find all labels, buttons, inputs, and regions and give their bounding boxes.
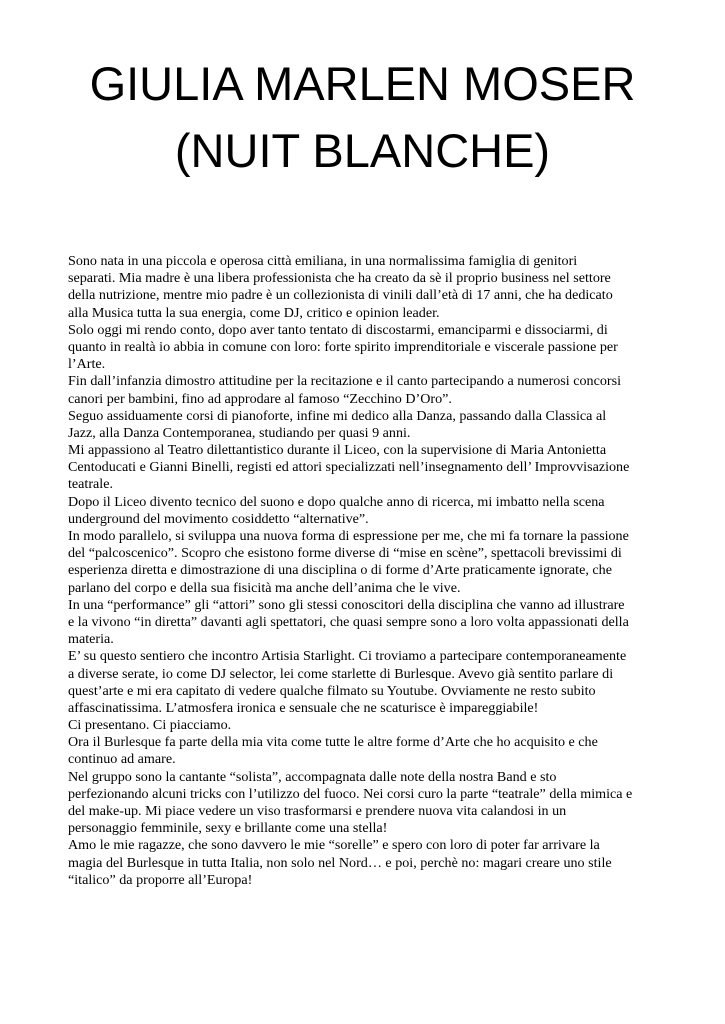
text-line: Solo oggi mi rendo conto, dopo aver tanto tentato di discostarmi, emanciparmi e dissociarmi, di — [68, 321, 608, 338]
text-line: esperienza diretta e dimostrazione di una disciplina o di forme d’Arte praticamente ignorate, che — [68, 562, 612, 579]
text-line: Centoducati e Gianni Binelli, registi ed attori specializzati nell’insegnamento dell’ Improvvisazione — [68, 459, 630, 476]
text-line: Sono nata in una piccola e operosa città emiliana, in una normalissima famiglia di genitori — [68, 253, 578, 269]
text-line: continuo ad amare. — [68, 751, 176, 768]
text-line: materia. — [68, 631, 114, 648]
text-line: personaggio femminile, sexy e brillante come una stella! — [68, 820, 388, 837]
text-line: separati. Mia madre è una libera professionista che ha creato da sè il proprio business nel settore — [68, 270, 611, 287]
text-line: Amo le mie ragazze, che sono davvero le mie “sorelle” e spero con loro di poter far arrivare la — [68, 837, 600, 854]
text-line: E’ su questo sentiero che incontro Artisia Starlight. Ci troviamo a partecipare contemporaneamente — [68, 648, 627, 665]
text-line: In una “performance” gli “attori” sono gli stessi conoscitori della disciplina che vanno ad illustrare — [68, 596, 625, 613]
text-line: In modo parallelo, si sviluppa una nuova forma di espressione per me, che mi fa tornare la passione — [68, 528, 629, 544]
text-line: Seguo assiduamente corsi di pianoforte, infine mi dedico alla Danza, passando dalla Classica al — [68, 407, 607, 424]
text-line: “italico” da proporre all’Europa! — [68, 871, 253, 888]
text-line: teatrale. — [68, 476, 113, 493]
text-line: della nutrizione, mentre mio padre è un collezionista di vinili dall’età di 17 anni, che ha dedicato — [68, 287, 613, 304]
text-line: magia del Burlesque in tutta Italia, non solo nel Nord… e poi, perchè no: magari creare uno stile — [68, 854, 612, 871]
page-title — [0, 50, 725, 184]
text-line: perfezionando alcuni tricks con l’utilizzo del fuoco. Nei corsi curo la parte “teatrale” della mimica e — [68, 785, 633, 802]
text-line: affascinatissima. L’atmosfera ironica e sensuale che ne scaturisce è impareggiabile! — [68, 699, 539, 716]
text-line: Dopo il Liceo divento tecnico del suono e dopo qualche anno di ricerca, mi imbatto nella scena — [68, 493, 605, 510]
text-line: Jazz, alla Danza Contemporanea, studiando per quasi 9 anni. — [68, 424, 411, 441]
text-line: underground del movimento cosiddetto “alternative”. — [68, 510, 369, 527]
text-line: Ora il Burlesque fa parte della mia vita come tutte le altre forme d’Arte che ho acquisito e che — [68, 734, 598, 751]
text-line: parlano del corpo e della sua fisicità ma anche dell’anima che le vive. — [68, 579, 461, 596]
text-line: del “palcoscenico”. Scopro che esistono forme diverse di “mise en scène”, spettacoli brevissimi di — [68, 545, 622, 562]
title-line-alias: (NUIT BLANCHE) — [174, 124, 551, 177]
text-line: Mi appassiono al Teatro dilettantistico durante il Liceo, con la supervisione di Maria Antonietta — [68, 442, 607, 459]
text-line: Ci presentano. Ci piacciamo. — [68, 717, 232, 734]
text-line: quest’arte e mi era capitato di vedere qualche filmato su Youtube. Ovviamente ne resto subito — [68, 682, 596, 699]
text-line: a diverse serate, io come DJ selector, lei come starlette di Burlesque. Avevo già sentito parlare di — [68, 665, 614, 682]
text-line: quanto in realtà io abbia in comune con loro: forte spirito imprenditoriale e viscerale passione per — [68, 338, 618, 355]
text-line: l’Arte. — [68, 356, 106, 373]
text-line: canori per bambini, fino ad approdare al famoso “Zecchino D’Oro”. — [68, 390, 452, 407]
biography-text — [68, 253, 668, 889]
title-line-name: GIULIA MARLEN MOSER — [89, 57, 636, 110]
text-line: Fin dall’infanzia dimostro attitudine per la recitazione e il canto partecipando a numerosi concorsi — [68, 373, 621, 390]
text-line: e la vivono “in diretta” davanti agli spettatori, che quasi sempre sono a loro volta appassionati della — [68, 613, 629, 630]
text-line: alla Musica tutta la sua energia, come DJ, critico e opinion leader. — [68, 304, 440, 321]
text-line: Nel gruppo sono la cantante “solista”, accompagnata dalle note della nostra Band e sto — [68, 768, 557, 785]
text-line: del make-up. Mi piace vedere un viso trasformarsi e prendere nuova vita calandosi in un — [68, 803, 567, 819]
